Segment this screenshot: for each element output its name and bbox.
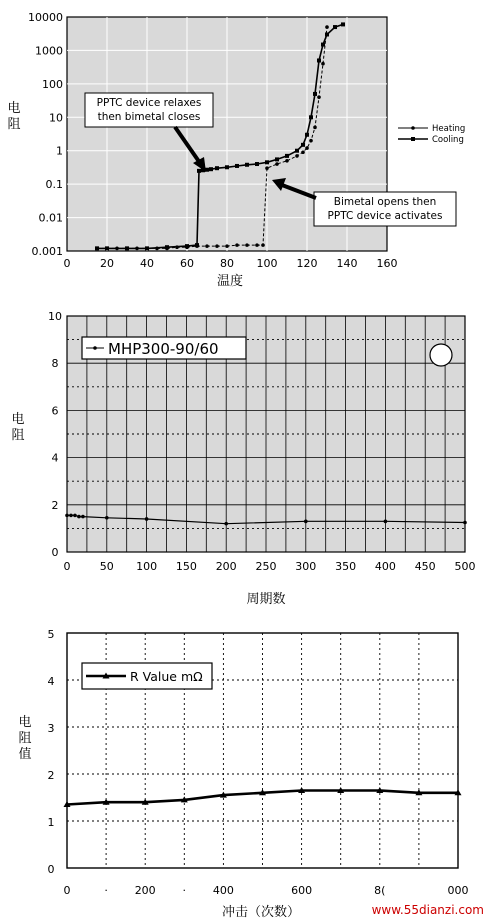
chart-2-point — [73, 514, 77, 518]
chart-1-point — [295, 149, 299, 153]
chart-3-x-tick-label: 8( — [374, 884, 386, 897]
chart-1-x-tick-label: 0 — [63, 257, 71, 270]
chart-1-y-tick-label: 0.01 — [38, 211, 63, 225]
chart-1-x-tick-label: 20 — [100, 257, 114, 270]
chart-1-point — [197, 169, 201, 173]
chart-1-point — [105, 246, 109, 250]
chart-2-y-axis-title-char: 阻 — [11, 428, 25, 443]
chart-1-point — [225, 165, 229, 169]
chart-1-point — [215, 166, 219, 170]
chart-3-x-tick-label: 600 — [291, 884, 313, 897]
chart-1-point — [125, 246, 129, 250]
chart-1-y-axis-title — [7, 100, 20, 132]
chart-2-x-tick-label: 150 — [175, 560, 197, 573]
chart-1-point — [321, 43, 325, 47]
chart-2-y-tick-label: 4 — [51, 451, 59, 465]
chart-2-x-tick-label: 400 — [374, 560, 396, 573]
chart-1-point — [333, 25, 337, 29]
chart-1-legend-label: Cooling — [432, 135, 464, 145]
chart-1-x-tick-label: 140 — [336, 257, 358, 270]
chart-1-point — [275, 157, 279, 161]
chart-1-point — [309, 115, 313, 119]
chart-1-point — [321, 62, 325, 66]
chart-3-y-axis-title-char: 电 — [18, 715, 32, 730]
chart-1-y-tick-label: 1 — [56, 144, 63, 158]
chart-1-legend — [398, 124, 465, 145]
chart-1-x-tick-label: 120 — [296, 257, 318, 270]
chart-1-point — [285, 159, 289, 163]
chart-1 — [7, 11, 465, 289]
chart-3-x-tick-label: 400 — [212, 884, 234, 897]
chart-1-y-tick-label: 1000 — [35, 44, 63, 58]
chart-1-point — [317, 95, 321, 99]
chart-2-y-tick-label: 8 — [51, 357, 59, 371]
chart-1-x-tick-label: 60 — [180, 257, 194, 270]
chart-2-point — [77, 515, 81, 519]
chart-3-y-tick-label: 1 — [47, 816, 55, 829]
chart-3-y-tick-label: 2 — [47, 769, 55, 782]
chart-1-point — [165, 245, 169, 249]
chart-1-x-tick-label: 80 — [220, 257, 234, 270]
chart-3-y-tick-label: 4 — [47, 675, 55, 688]
chart-1-point — [313, 92, 317, 96]
chart-3-y-axis-title — [18, 714, 31, 762]
chart-1-point — [185, 244, 189, 248]
watermark-text: www.55dianzi.com — [371, 903, 484, 917]
chart-2-x-tick-label: 300 — [295, 560, 317, 573]
chart-2 — [11, 310, 475, 607]
chart-3-y-axis-title-char: 阻 — [18, 731, 32, 746]
chart-3-x-tick-label: · — [104, 884, 108, 897]
chart-1-point — [265, 166, 269, 170]
chart-3-x-axis-title: 冲击（次数） — [221, 905, 301, 920]
chart-1-point — [341, 22, 345, 26]
chart-1-point — [305, 146, 309, 150]
chart-1-point — [95, 246, 99, 250]
chart-1-x-tick-label: 40 — [140, 257, 154, 270]
chart-2-y-tick-label: 2 — [51, 498, 59, 512]
chart-3-x-tick-label: 000 — [447, 884, 469, 897]
chart-1-annotation-text: Bimetal opens then — [333, 196, 437, 208]
chart-2-y-axis-title — [11, 411, 24, 443]
chart-2-point — [65, 514, 69, 518]
chart-1-point — [325, 25, 329, 29]
chart-1-point — [313, 126, 317, 130]
chart-2-x-tick-label: 450 — [414, 560, 436, 573]
chart-2-x-tick-label: 200 — [215, 560, 237, 573]
chart-1-point — [255, 162, 259, 166]
chart-3-legend-label: R Value mΩ — [130, 669, 203, 684]
chart-2-x-tick-label: 100 — [136, 560, 158, 573]
chart-1-annotation-text: PPTC device relaxes — [96, 97, 202, 109]
chart-1-point — [301, 150, 305, 154]
chart-1-point — [235, 164, 239, 168]
chart-2-x-tick-label: 350 — [335, 560, 357, 573]
chart-3-x-tick-label: 200 — [134, 884, 156, 897]
chart-1-y-tick-label: 100 — [42, 77, 63, 91]
chart-2-point — [69, 514, 73, 518]
chart-2-y-tick-label: 10 — [48, 310, 62, 323]
chart-1-annotation-text: then bimetal closes — [97, 111, 201, 123]
chart-2-legend-marker — [93, 346, 97, 350]
chart-1-point — [301, 143, 305, 147]
chart-1-point — [305, 133, 309, 137]
chart-1-legend-label: Heating — [432, 124, 466, 134]
chart-1-legend-marker — [411, 137, 415, 141]
chart-1-point — [225, 244, 229, 248]
chart-3-legend — [82, 663, 212, 689]
chart-2-point — [224, 522, 228, 526]
chart-1-point — [209, 167, 213, 171]
chart-1-y-tick-label: 0.1 — [45, 178, 63, 192]
chart-1-annotation-text: PPTC device activates — [327, 210, 443, 222]
chart-1-point — [325, 32, 329, 36]
chart-3-x-tick-label: · — [182, 884, 187, 897]
chart-2-y-axis-title-char: 电 — [11, 412, 25, 427]
chart-3 — [18, 628, 468, 920]
chart-2-x-tick-label: 500 — [454, 560, 476, 573]
chart-2-point — [105, 516, 109, 520]
chart-1-point — [235, 243, 239, 247]
chart-2-y-tick-label: 0 — [51, 546, 59, 559]
chart-2-point — [304, 520, 308, 524]
chart-2-point — [145, 517, 149, 521]
chart-1-point — [255, 243, 259, 247]
chart-2-point — [384, 520, 388, 524]
chart-1-point — [205, 244, 209, 248]
chart-1-point — [245, 243, 249, 247]
chart-1-x-axis-title: 温度 — [216, 274, 244, 289]
chart-2-x-tick-label: 250 — [255, 560, 277, 573]
chart-1-point — [261, 243, 265, 247]
chart-1-point — [215, 244, 219, 248]
chart-1-y-axis-title-char: 电 — [7, 101, 21, 116]
chart-1-point — [145, 246, 149, 250]
chart-1-y-tick-label: 10000 — [28, 11, 63, 24]
chart-1-point — [285, 154, 289, 158]
chart-2-legend — [82, 337, 246, 359]
chart-3-y-axis-title-char: 值 — [18, 747, 32, 762]
chart-1-point — [295, 154, 299, 158]
chart-1-y-axis-title-char: 阻 — [7, 117, 21, 132]
chart-1-y-tick-label: 10 — [49, 111, 63, 125]
chart-1-legend-marker — [411, 126, 415, 130]
chart-3-y-tick-label: 5 — [47, 628, 55, 641]
chart-3-y-tick-label: 0 — [47, 863, 55, 876]
chart-2-point — [463, 521, 467, 525]
chart-1-point — [245, 163, 249, 167]
chart-1-point — [275, 162, 279, 166]
chart-3-x-tick-label: 0 — [63, 884, 71, 897]
chart-2-y-tick-label: 6 — [51, 404, 59, 418]
chart-2-x-tick-label: 0 — [63, 560, 71, 573]
chart-1-point — [317, 58, 321, 62]
chart-1-y-tick-label: 0.001 — [31, 245, 63, 258]
chart-1-x-tick-label: 160 — [376, 257, 398, 270]
chart-2-point — [81, 515, 85, 519]
chart-2-corner-mark — [430, 344, 452, 366]
chart-3-y-tick-label: 3 — [47, 722, 55, 735]
chart-2-x-tick-label: 50 — [99, 560, 114, 573]
chart-1-point — [195, 243, 199, 247]
chart-2-legend-label: MHP300-90/60 — [108, 340, 219, 358]
chart-2-x-axis-title: 周期数 — [246, 592, 286, 607]
chart-1-x-tick-label: 100 — [256, 257, 278, 270]
chart-1-point — [309, 139, 313, 143]
chart-1-point — [265, 160, 269, 164]
